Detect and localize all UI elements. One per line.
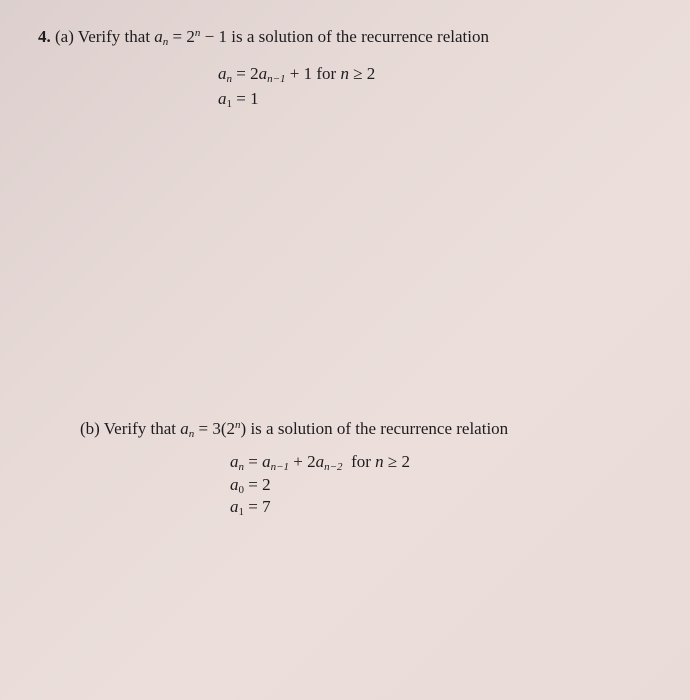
part-a-solution: $a_n = 2^n - 1$ [154, 27, 227, 48]
part-b-label: (b) Verify that [80, 419, 176, 438]
part-b-solution: $a_n = 3(2^n)$ [180, 419, 247, 440]
part-b-statement [80, 419, 508, 439]
part-b-initial-a0: $a_0 = 2$ [230, 475, 271, 496]
part-a-statement [38, 27, 489, 47]
part-a-initial-condition: $a_1 = 1$ [218, 89, 259, 110]
part-b-recurrence: $a_n = a_{n-1} + 2a_{n-2}$ for n ≥ 2 [230, 452, 410, 473]
part-b-initial-a1: $a_1 = 7$ [230, 497, 271, 518]
part-a-recurrence: $a_n = 2a_{n-1} + 1$ for n ≥ 2 [218, 64, 376, 85]
part-a-tail: is a solution of the recurrence relation [231, 27, 489, 46]
question-number: 4. [38, 27, 51, 46]
part-b-tail: is a solution of the recurrence relation [250, 419, 509, 438]
part-a-label: (a) Verify that [55, 27, 151, 46]
